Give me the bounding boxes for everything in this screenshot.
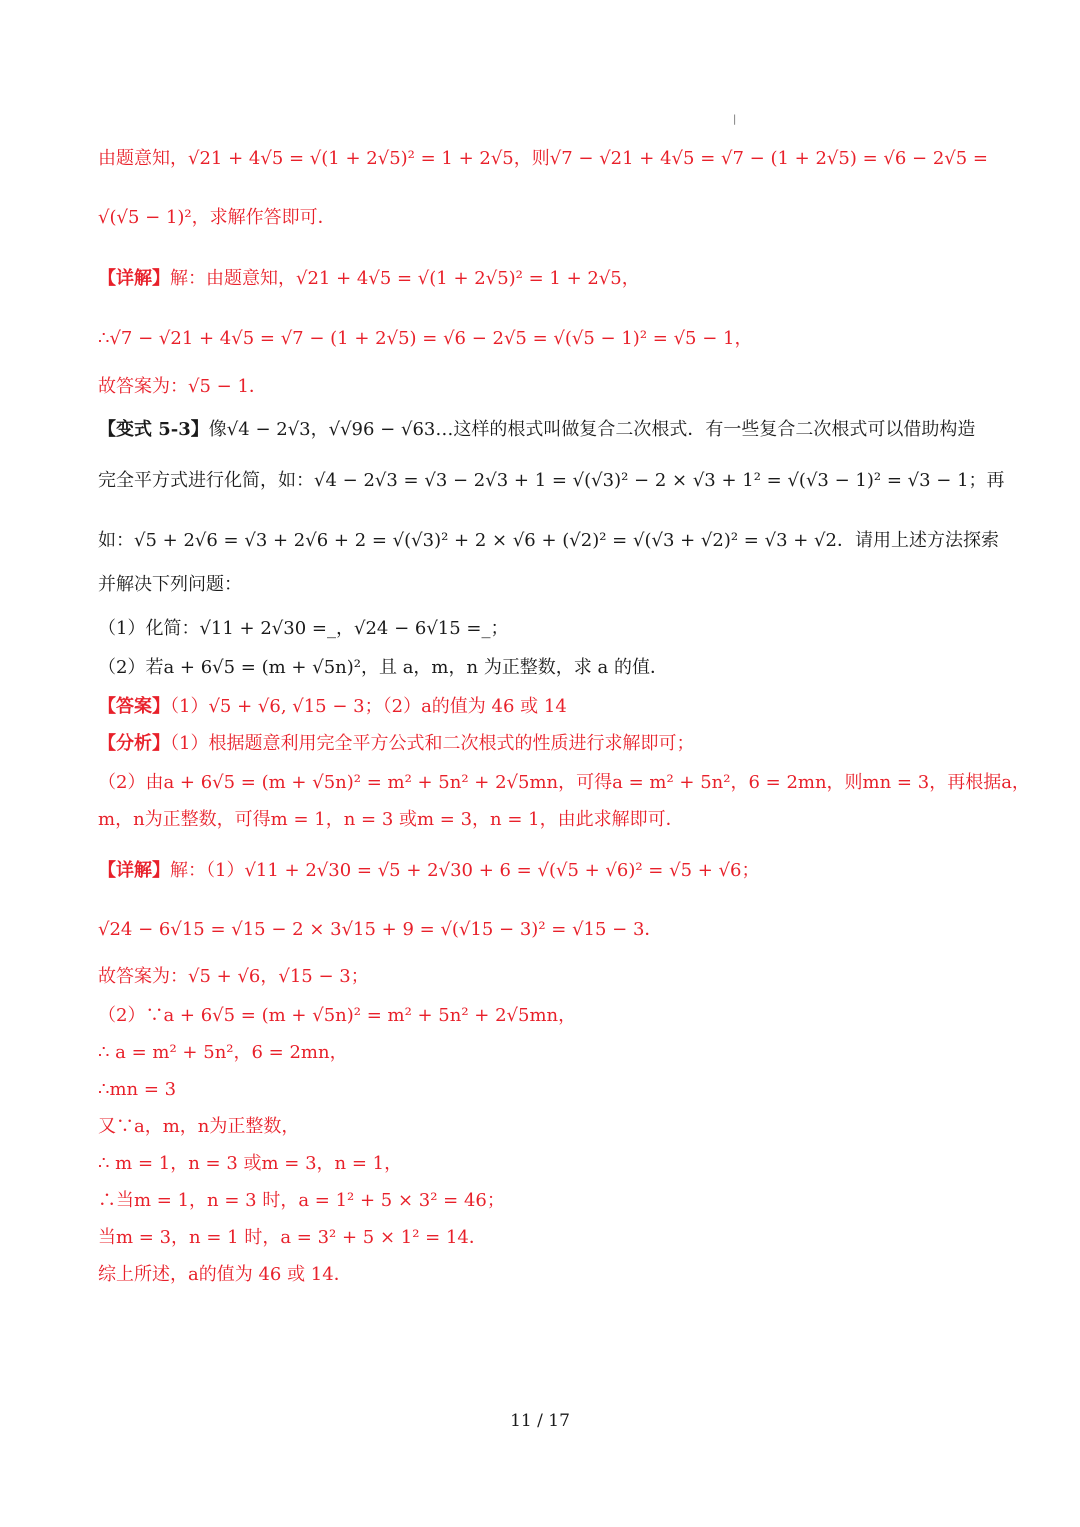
solution-line-6: （2）∵a + 6√5 = (m + √5n)² = m² + 5n² + 2√5mn， [98, 1005, 577, 1026]
solution-line-8: ∴mn = 3 [98, 1079, 177, 1100]
section-label: 【分析】 [98, 733, 170, 754]
solution-line-2: ∴√7 − √21 + 4√5 = √7 − (1 + 2√5) = √6 − 2√5 = √(√5 − 1)² = √5 − 1， [98, 328, 753, 349]
analysis-line-2: √(√5 − 1)²，求解作答即可． [98, 207, 336, 228]
solution-line-12: 当m = 3，n = 1 时，a = 3² + 5 × 1² = 14． [98, 1227, 487, 1248]
solution-line-3 [98, 859, 759, 883]
page-number: 11 / 17 [510, 1411, 570, 1431]
section-text: 解：由题意知，√21 + 4√5 = √(1 + 2√5)² = 1 + 2√5， [170, 268, 640, 289]
section-text: 像√4 − 2√3，√√96 − √63…这样的根式叫做复合二次根式．有一些复合二次根式可以借助构造 [208, 419, 976, 440]
problem-line-2: 完全平方式进行化简，如：√4 − 2√3 = √3 − 2√3 + 1 = √(√3)² − 2 × √3 + 1² = √(√3 − 1)² = √3 − 1；再 [98, 470, 1005, 491]
question-1: （1）化简：√11 + 2√30 =_，√24 − 6√15 =_； [98, 618, 509, 639]
section-label: 【详解】 [98, 268, 170, 289]
conclusion-line: 综上所述，a的值为 46 或 14． [98, 1264, 352, 1285]
problem-line-4: 并解决下列问题： [98, 574, 242, 595]
answer-line-2 [98, 695, 567, 719]
section-label: 【详解】 [98, 860, 170, 881]
solution-line-7: ∴ a = m² + 5n²，6 = 2mn， [98, 1042, 348, 1063]
section-label: 【变式 5-3】 [98, 419, 209, 440]
analysis-line-5: m，n为正整数，可得m = 1，n = 3 或m = 3，n = 1，由此求解即可． [98, 809, 684, 830]
section-text: 解：（1）√11 + 2√30 = √5 + 2√30 + 6 = √(√5 + √6)² = √5 + √6； [170, 860, 760, 881]
analysis-line-3 [98, 732, 694, 756]
problem-line-3: 如：√5 + 2√6 = √3 + 2√6 + 2 = √(√3)² + 2 × √6 + (√2)² = √(√3 + √2)² = √3 + √2．请用上述方法探索 [98, 530, 999, 551]
analysis-line-1: 由题意知，√21 + 4√5 = √(1 + 2√5)² = 1 + 2√5，则√7 − √21 + 4√5 = √7 − (1 + 2√5) = √6 − 2√5 = [98, 148, 988, 169]
header-mark: | [733, 114, 737, 125]
question-2: （2）若a + 6√5 = (m + √5n)²，且 a，m，n 为正整数，求 a 的值． [98, 657, 668, 678]
solution-line-1 [98, 267, 640, 291]
section-text: （1）根据题意利用完全平方公式和二次根式的性质进行求解即可； [170, 733, 695, 754]
answer-line: 故答案为：√5 − 1． [98, 376, 267, 397]
solution-line-10: ∴ m = 1，n = 3 或m = 3，n = 1， [98, 1153, 403, 1174]
section-text: （1）√5 + √6, √15 − 3；（2）a的值为 46 或 14 [170, 696, 567, 717]
solution-line-4: √24 − 6√15 = √15 − 2 × 3√15 + 9 = √(√15 − 3)² = √15 − 3． [98, 919, 663, 940]
section-label: 【答案】 [98, 696, 170, 717]
analysis-line-4: （2）由a + 6√5 = (m + √5n)² = m² + 5n² + 2√5mn，可得a = m² + 5n²，6 = 2mn，则mn = 3，再根据a， [98, 772, 1030, 793]
problem-line-1 [98, 418, 975, 442]
solution-line-11: ∴当m = 1，n = 3 时，a = 1² + 5 × 3² = 46； [98, 1190, 505, 1211]
solution-line-5: 故答案为：√5 + √6，√15 − 3； [98, 966, 369, 987]
solution-line-9: 又∵a，m，n为正整数， [98, 1116, 300, 1137]
